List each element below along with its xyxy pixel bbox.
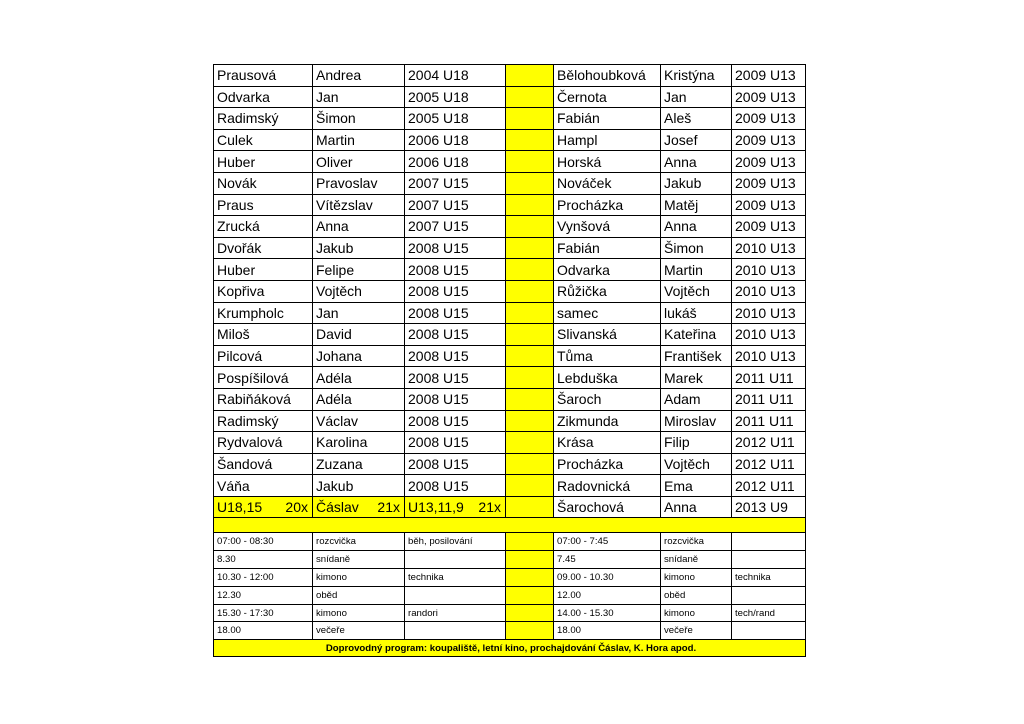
name-cell: lukáš bbox=[661, 302, 732, 324]
time-cell: 18.00 bbox=[554, 622, 661, 640]
surname-cell: Pilcová bbox=[214, 345, 313, 367]
roster-row bbox=[214, 367, 806, 389]
category-cell: 2004 U18 bbox=[405, 65, 506, 87]
name-cell: Adéla bbox=[313, 388, 405, 410]
surname-cell: Radimský bbox=[214, 410, 313, 432]
act-cell: snídaně bbox=[313, 551, 405, 569]
note-cell: technika bbox=[732, 569, 806, 587]
roster-row bbox=[214, 237, 806, 259]
gap-cell bbox=[506, 324, 554, 346]
gap-cell bbox=[506, 496, 554, 518]
surname-cell: Odvarka bbox=[214, 86, 313, 108]
surname-cell: samec bbox=[554, 302, 661, 324]
time-cell: 10.30 - 12:00 bbox=[214, 569, 313, 587]
category2-summary-cell bbox=[405, 496, 506, 518]
act-cell: rozcvička bbox=[661, 533, 732, 551]
schedule-row bbox=[214, 586, 806, 604]
note-cell: randori bbox=[405, 604, 506, 622]
surname-cell: Krumpholc bbox=[214, 302, 313, 324]
category-cell: 2006 U18 bbox=[405, 151, 506, 173]
schedule-row bbox=[214, 551, 806, 569]
roster-row bbox=[214, 475, 806, 497]
roster-sheet bbox=[213, 64, 806, 657]
schedule-body bbox=[214, 533, 806, 640]
category-cell: 2009 U13 bbox=[732, 216, 806, 238]
roster-row bbox=[214, 108, 806, 130]
schedule-row bbox=[214, 569, 806, 587]
roster-row bbox=[214, 432, 806, 454]
surname-cell: Váňa bbox=[214, 475, 313, 497]
gap-cell bbox=[506, 569, 554, 587]
footer-row bbox=[214, 640, 806, 657]
surname-cell: Huber bbox=[214, 259, 313, 281]
gap-cell bbox=[506, 259, 554, 281]
name-cell: Šimon bbox=[313, 108, 405, 130]
name-cell: Marek bbox=[661, 367, 732, 389]
name-cell: Adam bbox=[661, 388, 732, 410]
name-cell: Vojtěch bbox=[661, 453, 732, 475]
name-cell: Vojtěch bbox=[313, 280, 405, 302]
category-cell: 2010 U13 bbox=[732, 280, 806, 302]
note-cell bbox=[405, 586, 506, 604]
category-summary-cell bbox=[214, 496, 313, 518]
surname-cell: Zrucká bbox=[214, 216, 313, 238]
category-cell: 2009 U13 bbox=[732, 151, 806, 173]
gap-cell bbox=[506, 345, 554, 367]
time-cell: 7.45 bbox=[554, 551, 661, 569]
footer-note: Doprovodný program: koupaliště, letní kino, prochajdování Čáslav, K. Hora apod. bbox=[214, 640, 806, 657]
act-cell: kimono bbox=[313, 569, 405, 587]
time-cell: 14.00 - 15.30 bbox=[554, 604, 661, 622]
surname-cell: Nováček bbox=[554, 172, 661, 194]
act-cell: oběd bbox=[661, 586, 732, 604]
note-cell bbox=[732, 551, 806, 569]
roster-row bbox=[214, 129, 806, 151]
place-summary-cell bbox=[313, 496, 405, 518]
surname-cell: Vynšová bbox=[554, 216, 661, 238]
gap-cell bbox=[506, 604, 554, 622]
category-summary-label: U18,15 bbox=[217, 499, 263, 516]
note-cell: běh, posilování bbox=[405, 533, 506, 551]
roster-row bbox=[214, 345, 806, 367]
act-cell: oběd bbox=[313, 586, 405, 604]
roster-row bbox=[214, 86, 806, 108]
gap-cell bbox=[506, 172, 554, 194]
name-cell: Josef bbox=[661, 129, 732, 151]
gap-cell bbox=[506, 475, 554, 497]
category-cell: 2008 U15 bbox=[405, 259, 506, 281]
name-cell: Anna bbox=[661, 151, 732, 173]
name-cell: Jakub bbox=[313, 475, 405, 497]
gap-cell bbox=[506, 367, 554, 389]
category-cell: 2012 U11 bbox=[732, 453, 806, 475]
category-cell: 2007 U15 bbox=[405, 216, 506, 238]
category-cell: 2012 U11 bbox=[732, 475, 806, 497]
surname-cell: Fabián bbox=[554, 237, 661, 259]
name-cell: Aleš bbox=[661, 108, 732, 130]
act-cell: snídaně bbox=[661, 551, 732, 569]
gap-cell bbox=[506, 410, 554, 432]
note-cell bbox=[405, 622, 506, 640]
category-cell: 2009 U13 bbox=[732, 65, 806, 87]
category-cell: 2009 U13 bbox=[732, 108, 806, 130]
category-cell: 2009 U13 bbox=[732, 194, 806, 216]
name-cell: David bbox=[313, 324, 405, 346]
roster-row bbox=[214, 151, 806, 173]
surname-cell: Bělohoubková bbox=[554, 65, 661, 87]
roster-row bbox=[214, 410, 806, 432]
category-cell: 2013 U9 bbox=[732, 496, 806, 518]
surname-cell: Šandová bbox=[214, 453, 313, 475]
name-cell: Pravoslav bbox=[313, 172, 405, 194]
surname-cell: Hampl bbox=[554, 129, 661, 151]
name-cell: Martin bbox=[661, 259, 732, 281]
category-cell: 2008 U15 bbox=[405, 453, 506, 475]
surname-cell: Lebduška bbox=[554, 367, 661, 389]
category-cell: 2010 U13 bbox=[732, 237, 806, 259]
surname-cell: Miloš bbox=[214, 324, 313, 346]
category-cell: 2008 U15 bbox=[405, 388, 506, 410]
surname-cell: Novák bbox=[214, 172, 313, 194]
surname-cell: Šarochová bbox=[554, 496, 661, 518]
gap-cell bbox=[506, 129, 554, 151]
name-cell: Jan bbox=[313, 86, 405, 108]
category-cell: 2008 U15 bbox=[405, 280, 506, 302]
surname-cell: Zikmunda bbox=[554, 410, 661, 432]
surname-cell: Krása bbox=[554, 432, 661, 454]
schedule-row bbox=[214, 533, 806, 551]
name-cell: Vítězslav bbox=[313, 194, 405, 216]
gap-cell bbox=[506, 622, 554, 640]
name-cell: Andrea bbox=[313, 65, 405, 87]
roster-body bbox=[214, 65, 806, 497]
surname-cell: Culek bbox=[214, 129, 313, 151]
roster-row bbox=[214, 216, 806, 238]
name-cell: Oliver bbox=[313, 151, 405, 173]
category-cell: 2008 U15 bbox=[405, 237, 506, 259]
name-cell: Kateřina bbox=[661, 324, 732, 346]
surname-cell: Fabián bbox=[554, 108, 661, 130]
category-cell: 2008 U15 bbox=[405, 367, 506, 389]
time-cell: 12.00 bbox=[554, 586, 661, 604]
name-cell: Kristýna bbox=[661, 65, 732, 87]
gap-cell bbox=[506, 533, 554, 551]
summary-row bbox=[214, 496, 806, 518]
gap-cell bbox=[506, 432, 554, 454]
name-cell: Anna bbox=[661, 496, 732, 518]
surname-cell: Praus bbox=[214, 194, 313, 216]
gap-cell bbox=[506, 108, 554, 130]
act-cell: večeře bbox=[661, 622, 732, 640]
category-cell: 2008 U15 bbox=[405, 302, 506, 324]
category-cell: 2011 U11 bbox=[732, 388, 806, 410]
category-cell: 2010 U13 bbox=[732, 345, 806, 367]
name-cell: Johana bbox=[313, 345, 405, 367]
surname-cell: Huber bbox=[214, 151, 313, 173]
roster-row bbox=[214, 172, 806, 194]
category-cell: 2007 U15 bbox=[405, 194, 506, 216]
schedule-row bbox=[214, 622, 806, 640]
surname-cell: Prausová bbox=[214, 65, 313, 87]
note-cell bbox=[732, 586, 806, 604]
category-cell: 2009 U13 bbox=[732, 86, 806, 108]
surname-cell: Šaroch bbox=[554, 388, 661, 410]
gap-cell bbox=[506, 216, 554, 238]
note-cell: tech/rand bbox=[732, 604, 806, 622]
act-cell: večeře bbox=[313, 622, 405, 640]
name-cell: Jan bbox=[313, 302, 405, 324]
name-cell: Miroslav bbox=[661, 410, 732, 432]
name-cell: Martin bbox=[313, 129, 405, 151]
time-cell: 07:00 - 7:45 bbox=[554, 533, 661, 551]
name-cell: Zuzana bbox=[313, 453, 405, 475]
category-cell: 2006 U18 bbox=[405, 129, 506, 151]
time-cell: 8.30 bbox=[214, 551, 313, 569]
act-cell: rozcvička bbox=[313, 533, 405, 551]
gap-cell bbox=[506, 86, 554, 108]
act-cell: kimono bbox=[661, 604, 732, 622]
category-cell: 2007 U15 bbox=[405, 172, 506, 194]
gap-cell bbox=[506, 194, 554, 216]
act-cell: kimono bbox=[661, 569, 732, 587]
category2-summary-label: U13,11,9 bbox=[408, 499, 464, 516]
gap-cell bbox=[506, 151, 554, 173]
gap-cell bbox=[506, 453, 554, 475]
category-cell: 2008 U15 bbox=[405, 475, 506, 497]
surname-cell: Odvarka bbox=[554, 259, 661, 281]
category-cell: 2005 U18 bbox=[405, 86, 506, 108]
surname-cell: Procházka bbox=[554, 453, 661, 475]
gap-cell bbox=[506, 65, 554, 87]
name-cell: Jakub bbox=[661, 172, 732, 194]
category-cell: 2009 U13 bbox=[732, 172, 806, 194]
roster-row bbox=[214, 302, 806, 324]
surname-cell: Procházka bbox=[554, 194, 661, 216]
spacer-row bbox=[214, 518, 806, 533]
gap-cell bbox=[506, 388, 554, 410]
roster-row bbox=[214, 194, 806, 216]
surname-cell: Tůma bbox=[554, 345, 661, 367]
name-cell: Felipe bbox=[313, 259, 405, 281]
surname-cell: Pospíšilová bbox=[214, 367, 313, 389]
gap-cell bbox=[506, 280, 554, 302]
surname-cell: Radimský bbox=[214, 108, 313, 130]
schedule-row bbox=[214, 604, 806, 622]
place-summary-label: Čáslav bbox=[316, 499, 359, 516]
gap-cell bbox=[506, 586, 554, 604]
surname-cell: Slivanská bbox=[554, 324, 661, 346]
surname-cell: Radovnická bbox=[554, 475, 661, 497]
surname-cell: Růžička bbox=[554, 280, 661, 302]
name-cell: Ema bbox=[661, 475, 732, 497]
footer-section bbox=[214, 640, 806, 657]
time-cell: 12.30 bbox=[214, 586, 313, 604]
category-cell: 2008 U15 bbox=[405, 432, 506, 454]
name-cell: Václav bbox=[313, 410, 405, 432]
surname-cell: Dvořák bbox=[214, 237, 313, 259]
category-cell: 2010 U13 bbox=[732, 302, 806, 324]
roster-row bbox=[214, 65, 806, 87]
summary-section bbox=[214, 496, 806, 533]
name-cell: František bbox=[661, 345, 732, 367]
category-cell: 2008 U15 bbox=[405, 345, 506, 367]
category-cell: 2010 U13 bbox=[732, 324, 806, 346]
roster-row bbox=[214, 259, 806, 281]
category-cell: 2008 U15 bbox=[405, 324, 506, 346]
gap-cell bbox=[506, 302, 554, 324]
category-cell: 2010 U13 bbox=[732, 259, 806, 281]
time-cell: 09.00 - 10.30 bbox=[554, 569, 661, 587]
name-cell: Jakub bbox=[313, 237, 405, 259]
category-cell: 2009 U13 bbox=[732, 129, 806, 151]
name-cell: Karolina bbox=[313, 432, 405, 454]
category-cell: 2012 U11 bbox=[732, 432, 806, 454]
surname-cell: Rydvalová bbox=[214, 432, 313, 454]
time-cell: 15.30 - 17:30 bbox=[214, 604, 313, 622]
name-cell: Matěj bbox=[661, 194, 732, 216]
note-cell bbox=[732, 533, 806, 551]
place-summary-count: 21x bbox=[377, 499, 400, 516]
category-summary-count: 20x bbox=[285, 499, 308, 516]
name-cell: Filip bbox=[661, 432, 732, 454]
roster-row bbox=[214, 280, 806, 302]
name-cell: Anna bbox=[661, 216, 732, 238]
surname-cell: Kopřiva bbox=[214, 280, 313, 302]
surname-cell: Černota bbox=[554, 86, 661, 108]
name-cell: Anna bbox=[313, 216, 405, 238]
note-cell: technika bbox=[405, 569, 506, 587]
roster-row bbox=[214, 324, 806, 346]
category-cell: 2008 U15 bbox=[405, 410, 506, 432]
note-cell bbox=[732, 622, 806, 640]
name-cell: Vojtěch bbox=[661, 280, 732, 302]
gap-cell bbox=[506, 551, 554, 569]
surname-cell: Rabiňáková bbox=[214, 388, 313, 410]
name-cell: Jan bbox=[661, 86, 732, 108]
time-cell: 07:00 - 08:30 bbox=[214, 533, 313, 551]
roster-row bbox=[214, 388, 806, 410]
category-cell: 2011 U11 bbox=[732, 410, 806, 432]
category-cell: 2011 U11 bbox=[732, 367, 806, 389]
name-cell: Adéla bbox=[313, 367, 405, 389]
act-cell: kimono bbox=[313, 604, 405, 622]
category2-summary-count: 21x bbox=[478, 499, 501, 516]
roster-row bbox=[214, 453, 806, 475]
name-cell: Šimon bbox=[661, 237, 732, 259]
gap-cell bbox=[506, 237, 554, 259]
time-cell: 18.00 bbox=[214, 622, 313, 640]
category-cell: 2005 U18 bbox=[405, 108, 506, 130]
surname-cell: Horská bbox=[554, 151, 661, 173]
note-cell bbox=[405, 551, 506, 569]
